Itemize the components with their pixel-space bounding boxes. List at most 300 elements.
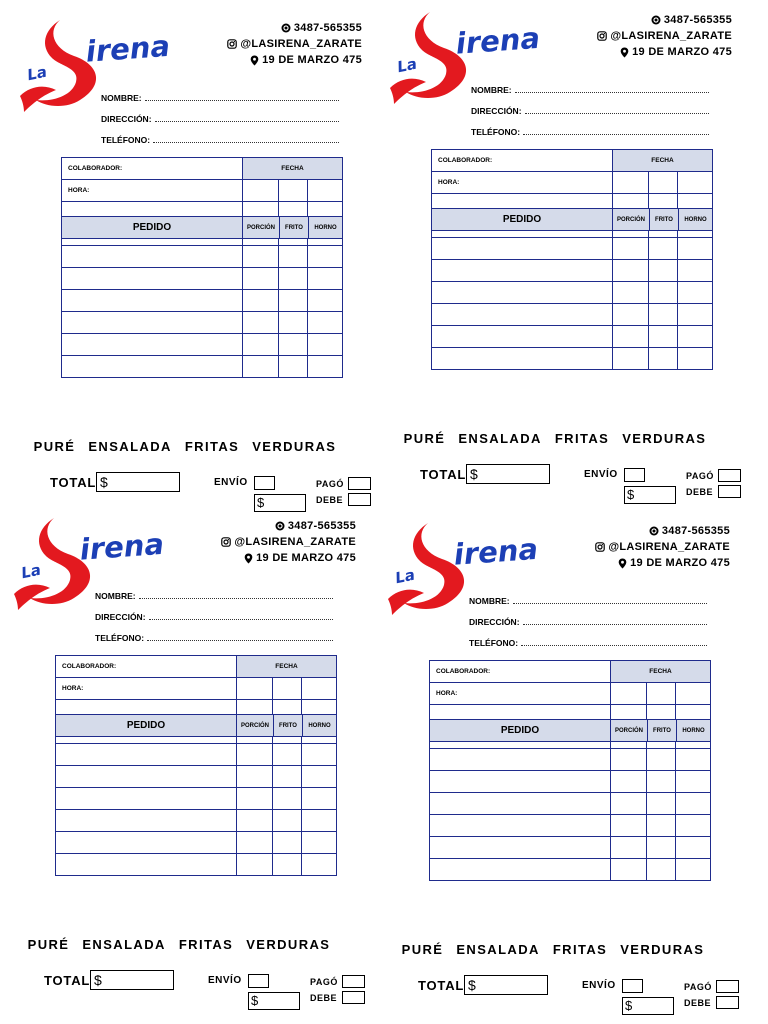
shipping-checkbox[interactable]: [254, 476, 275, 490]
phone-field[interactable]: [101, 124, 341, 145]
total-label: TOTAL: [44, 973, 91, 988]
fried-cell[interactable]: [279, 290, 308, 312]
name-label: NOMBRE:: [101, 93, 142, 103]
side-pure[interactable]: PURÉ: [401, 942, 444, 957]
fried-cell[interactable]: [649, 282, 678, 304]
phone-field[interactable]: [95, 622, 335, 643]
logo-la-text: La: [19, 560, 43, 583]
shipping-label: ENVÍO: [214, 477, 248, 488]
order-row: [432, 348, 713, 370]
order-header: PEDIDO: [430, 720, 611, 742]
logo-la-text: La: [25, 62, 49, 85]
oven-cell[interactable]: [676, 771, 711, 793]
order-row: [432, 304, 713, 326]
portion-header: PORCIÓN: [611, 720, 648, 742]
fried-cell[interactable]: [279, 356, 308, 378]
oven-cell[interactable]: [302, 788, 337, 810]
phone-label: TELÉFONO:: [471, 127, 521, 137]
oven-cell[interactable]: [678, 304, 713, 326]
fried-cell[interactable]: [273, 744, 302, 766]
name-line: [515, 92, 709, 93]
order-item-cell[interactable]: [430, 859, 611, 881]
fried-header: FRITO: [650, 209, 679, 231]
contact-phone: [221, 518, 356, 534]
order-item-cell[interactable]: [56, 810, 237, 832]
order-table: [431, 208, 713, 231]
fried-cell[interactable]: [647, 815, 676, 837]
side-salad[interactable]: ENSALADA: [456, 942, 540, 957]
order-ticket-4: [368, 511, 738, 1011]
oven-cell[interactable]: [302, 854, 337, 876]
total-input[interactable]: $: [464, 975, 548, 995]
address-text: 19 DE MARZO 475: [256, 552, 356, 564]
logo-sirena-text: irena: [452, 531, 539, 572]
total-input[interactable]: $: [466, 464, 550, 484]
fried-cell[interactable]: [649, 326, 678, 348]
phone-line: [153, 142, 339, 143]
fried-cell[interactable]: [649, 348, 678, 370]
order-row: [62, 312, 343, 334]
fried-header: FRITO: [648, 720, 677, 742]
owes-checkbox[interactable]: [342, 991, 365, 1004]
order-header: PEDIDO: [432, 209, 613, 231]
shipping-checkbox[interactable]: [622, 979, 643, 993]
side-pure[interactable]: PURÉ: [33, 439, 76, 454]
order-row: [56, 854, 337, 876]
portion-cell[interactable]: [243, 268, 279, 290]
collaborator-table: [429, 660, 711, 881]
contact-address: [221, 550, 356, 566]
order-header: PEDIDO: [62, 217, 243, 239]
portion-cell[interactable]: [611, 859, 647, 881]
contact-instagram: [597, 28, 732, 44]
order-item-cell[interactable]: [62, 246, 243, 268]
whatsapp-icon: [649, 526, 659, 536]
portion-cell[interactable]: [611, 771, 647, 793]
portion-cell[interactable]: [237, 766, 273, 788]
side-vegetables[interactable]: VERDURAS: [252, 439, 337, 454]
shipping-amount-input[interactable]: $: [622, 997, 674, 1015]
order-item-cell[interactable]: [430, 771, 611, 793]
portion-cell[interactable]: [243, 246, 279, 268]
side-salad[interactable]: ENSALADA: [88, 439, 172, 454]
order-item-cell[interactable]: [62, 334, 243, 356]
address-text: 19 DE MARZO 475: [630, 557, 730, 569]
phone-line: [147, 640, 333, 641]
shipping-amount-input[interactable]: $: [624, 486, 676, 504]
logo-sirena-text: irena: [78, 526, 165, 567]
oven-cell[interactable]: [678, 238, 713, 260]
order-row: [56, 788, 337, 810]
logo-la-text: La: [395, 54, 419, 77]
contact-phone: [595, 523, 730, 539]
order-item-cell[interactable]: [430, 749, 611, 771]
date-month-cell[interactable]: [647, 683, 676, 705]
collaborator-table: [431, 149, 713, 370]
order-row: [56, 810, 337, 832]
side-options: [370, 431, 740, 446]
portion-cell[interactable]: [237, 832, 273, 854]
order-item-cell[interactable]: [56, 744, 237, 766]
date-month-cell[interactable]: [649, 172, 678, 194]
oven-cell[interactable]: [308, 334, 343, 356]
portion-cell[interactable]: [611, 815, 647, 837]
oven-cell[interactable]: [308, 290, 343, 312]
order-header: PEDIDO: [56, 715, 237, 737]
time-label: HORA:: [430, 683, 611, 705]
portion-cell[interactable]: [613, 304, 649, 326]
customer-fields: [101, 82, 341, 145]
side-options: [368, 942, 738, 957]
fried-header: FRITO: [280, 217, 309, 239]
address-label: DIRECCIÓN:: [101, 114, 152, 124]
oven-cell[interactable]: [302, 832, 337, 854]
portion-cell[interactable]: [243, 356, 279, 378]
side-fries[interactable]: FRITAS: [178, 937, 234, 952]
contact-info: [595, 523, 730, 571]
whatsapp-icon: [651, 15, 661, 25]
date-year-cell[interactable]: [676, 683, 711, 705]
fried-cell[interactable]: [273, 766, 302, 788]
date-header: FECHA: [237, 656, 337, 678]
address-text: 19 DE MARZO 475: [632, 46, 732, 58]
order-table: [55, 714, 337, 737]
name-line: [139, 598, 333, 599]
contact-address: [595, 555, 730, 571]
portion-cell[interactable]: [611, 837, 647, 859]
owes-label: DEBE: [684, 998, 712, 1008]
fried-cell[interactable]: [279, 246, 308, 268]
address-label: DIRECCIÓN:: [471, 106, 522, 116]
date-header: FECHA: [611, 661, 711, 683]
portion-cell[interactable]: [237, 788, 273, 810]
instagram-text: @LASIRENA_ZARATE: [240, 38, 362, 50]
side-fries[interactable]: FRITAS: [552, 942, 608, 957]
oven-cell[interactable]: [302, 766, 337, 788]
fried-cell[interactable]: [649, 304, 678, 326]
side-vegetables[interactable]: VERDURAS: [246, 937, 331, 952]
address-field[interactable]: [95, 601, 335, 622]
owes-checkbox[interactable]: [348, 493, 371, 506]
logo-sirena-text: irena: [84, 28, 171, 69]
portion-cell[interactable]: [613, 326, 649, 348]
paid-checkbox[interactable]: [718, 469, 741, 482]
order-row: [430, 859, 711, 881]
owes-checkbox[interactable]: [716, 996, 739, 1009]
portion-cell[interactable]: [243, 334, 279, 356]
oven-cell[interactable]: [308, 312, 343, 334]
portion-cell[interactable]: [611, 793, 647, 815]
total-label: TOTAL: [420, 467, 467, 482]
owes-label: DEBE: [686, 487, 714, 497]
contact-instagram: [595, 539, 730, 555]
fried-cell[interactable]: [279, 268, 308, 290]
portion-cell[interactable]: [613, 260, 649, 282]
total-input[interactable]: $: [96, 472, 180, 492]
side-vegetables[interactable]: VERDURAS: [622, 431, 707, 446]
date-month-cell[interactable]: [279, 180, 308, 202]
order-row: [56, 744, 337, 766]
name-label: NOMBRE:: [469, 596, 510, 606]
date-day-cell[interactable]: [611, 683, 647, 705]
paid-label: PAGÓ: [686, 471, 714, 481]
collaborator-table: [55, 655, 337, 876]
order-row: [432, 260, 713, 282]
date-day-cell[interactable]: [243, 180, 279, 202]
address-label: DIRECCIÓN:: [95, 612, 146, 622]
order-item-cell[interactable]: [432, 326, 613, 348]
shipping-label: ENVÍO: [582, 980, 616, 991]
name-field[interactable]: [471, 74, 711, 95]
order-row: [62, 356, 343, 378]
oven-cell[interactable]: [676, 749, 711, 771]
fried-cell[interactable]: [649, 238, 678, 260]
order-item-cell[interactable]: [432, 238, 613, 260]
side-fries[interactable]: FRITAS: [184, 439, 240, 454]
phone-text: 3487-565355: [663, 14, 732, 26]
contact-info: [227, 20, 362, 68]
contact-instagram: [227, 36, 362, 52]
order-row: [432, 326, 713, 348]
fried-cell[interactable]: [647, 859, 676, 881]
instagram-icon: [597, 31, 607, 41]
order-table: [61, 216, 343, 239]
side-options: [0, 439, 370, 454]
oven-cell[interactable]: [676, 793, 711, 815]
order-item-cell[interactable]: [430, 793, 611, 815]
collaborator-label: COLABORADOR:: [56, 656, 237, 678]
owes-checkbox[interactable]: [718, 485, 741, 498]
order-row: [430, 793, 711, 815]
side-vegetables[interactable]: VERDURAS: [620, 942, 705, 957]
customer-fields: [95, 580, 335, 643]
order-row: [432, 238, 713, 260]
side-pure[interactable]: PURÉ: [403, 431, 446, 446]
oven-cell[interactable]: [678, 260, 713, 282]
name-label: NOMBRE:: [95, 591, 136, 601]
mermaid-fin-shape: [20, 87, 56, 112]
oven-cell[interactable]: [302, 810, 337, 832]
oven-cell[interactable]: [678, 348, 713, 370]
order-item-cell[interactable]: [62, 356, 243, 378]
portion-cell[interactable]: [237, 744, 273, 766]
contact-phone: [227, 20, 362, 36]
date-day-cell[interactable]: [613, 172, 649, 194]
phone-text: 3487-565355: [293, 22, 362, 34]
date-day-cell[interactable]: [237, 678, 273, 700]
collaborator-label: COLABORADOR:: [62, 158, 243, 180]
paid-checkbox[interactable]: [348, 477, 371, 490]
mermaid-fin-shape: [390, 79, 426, 104]
oven-cell[interactable]: [308, 246, 343, 268]
order-item-cell[interactable]: [56, 766, 237, 788]
address-line: [155, 121, 339, 122]
portion-cell[interactable]: [237, 854, 273, 876]
total-input[interactable]: $: [90, 970, 174, 990]
name-field[interactable]: [469, 585, 709, 606]
oven-cell[interactable]: [678, 282, 713, 304]
collaborator-table: [61, 157, 343, 378]
order-row: [56, 766, 337, 788]
instagram-text: @LASIRENA_ZARATE: [610, 30, 732, 42]
portion-cell[interactable]: [243, 290, 279, 312]
fried-cell[interactable]: [273, 832, 302, 854]
fried-cell[interactable]: [273, 810, 302, 832]
order-item-cell[interactable]: [430, 837, 611, 859]
order-row: [430, 837, 711, 859]
date-header: FECHA: [243, 158, 343, 180]
address-line: [149, 619, 333, 620]
phone-field[interactable]: [471, 116, 711, 137]
address-text: 19 DE MARZO 475: [262, 54, 362, 66]
contact-phone: [597, 12, 732, 28]
order-item-cell[interactable]: [432, 282, 613, 304]
portion-header: PORCIÓN: [237, 715, 274, 737]
portion-cell[interactable]: [243, 312, 279, 334]
order-item-cell[interactable]: [430, 815, 611, 837]
shipping-label: ENVÍO: [208, 975, 242, 986]
order-item-cell[interactable]: [62, 312, 243, 334]
oven-header: HORNO: [679, 209, 713, 231]
order-item-cell[interactable]: [56, 832, 237, 854]
oven-header: HORNO: [677, 720, 711, 742]
fried-cell[interactable]: [647, 749, 676, 771]
order-item-cell[interactable]: [432, 260, 613, 282]
order-item-cell[interactable]: [432, 304, 613, 326]
address-line: [523, 624, 707, 625]
name-field[interactable]: [95, 580, 335, 601]
instagram-icon: [221, 537, 231, 547]
fried-cell[interactable]: [647, 837, 676, 859]
oven-cell[interactable]: [308, 268, 343, 290]
total-label: TOTAL: [50, 475, 97, 490]
location-pin-icon: [250, 55, 259, 66]
order-row: [430, 749, 711, 771]
portion-cell[interactable]: [613, 238, 649, 260]
shipping-checkbox[interactable]: [248, 974, 269, 988]
oven-cell[interactable]: [302, 744, 337, 766]
shipping-label: ENVÍO: [584, 469, 618, 480]
oven-cell[interactable]: [676, 859, 711, 881]
collaborator-label: COLABORADOR:: [432, 150, 613, 172]
phone-label: TELÉFONO:: [95, 633, 145, 643]
portion-cell[interactable]: [611, 749, 647, 771]
location-pin-icon: [244, 553, 253, 564]
paid-label: PAGÓ: [310, 977, 338, 987]
contact-info: [597, 12, 732, 60]
side-fries[interactable]: FRITAS: [554, 431, 610, 446]
paid-label: PAGÓ: [684, 982, 712, 992]
date-month-cell[interactable]: [273, 678, 302, 700]
phone-line: [523, 134, 709, 135]
total-label: TOTAL: [418, 978, 465, 993]
instagram-icon: [595, 542, 605, 552]
portion-header: PORCIÓN: [613, 209, 650, 231]
side-salad[interactable]: ENSALADA: [82, 937, 166, 952]
oven-cell[interactable]: [308, 356, 343, 378]
fried-header: FRITO: [274, 715, 303, 737]
name-label: NOMBRE:: [471, 85, 512, 95]
shipping-checkbox[interactable]: [624, 468, 645, 482]
phone-text: 3487-565355: [661, 525, 730, 537]
fried-cell[interactable]: [647, 793, 676, 815]
order-item-cell[interactable]: [56, 788, 237, 810]
order-item-cell[interactable]: [56, 854, 237, 876]
date-year-cell[interactable]: [308, 180, 343, 202]
address-field[interactable]: [469, 606, 709, 627]
contact-address: [227, 52, 362, 68]
order-item-cell[interactable]: [62, 290, 243, 312]
side-salad[interactable]: ENSALADA: [458, 431, 542, 446]
location-pin-icon: [618, 558, 627, 569]
order-item-cell[interactable]: [432, 348, 613, 370]
time-label: HORA:: [56, 678, 237, 700]
order-ticket-2: [370, 0, 740, 500]
shipping-amount-input[interactable]: $: [254, 494, 306, 512]
order-table: [429, 719, 711, 742]
logo-la-text: La: [393, 565, 417, 588]
order-row: [62, 290, 343, 312]
customer-fields: [471, 74, 711, 137]
oven-cell[interactable]: [676, 837, 711, 859]
portion-cell[interactable]: [613, 282, 649, 304]
collaborator-label: COLABORADOR:: [430, 661, 611, 683]
order-item-cell[interactable]: [62, 268, 243, 290]
address-field[interactable]: [471, 95, 711, 116]
contact-address: [597, 44, 732, 60]
name-line: [145, 100, 339, 101]
fried-cell[interactable]: [273, 788, 302, 810]
phone-field[interactable]: [469, 627, 709, 648]
shipping-amount-input[interactable]: $: [248, 992, 300, 1010]
order-row: [62, 246, 343, 268]
phone-line: [521, 645, 707, 646]
order-ticket-1: [0, 8, 370, 508]
whatsapp-icon: [275, 521, 285, 531]
time-label: HORA:: [62, 180, 243, 202]
oven-cell[interactable]: [678, 326, 713, 348]
mermaid-fin-shape: [388, 590, 424, 615]
instagram-text: @LASIRENA_ZARATE: [234, 536, 356, 548]
portion-cell[interactable]: [237, 810, 273, 832]
time-label: HORA:: [432, 172, 613, 194]
paid-checkbox[interactable]: [716, 980, 739, 993]
date-year-cell[interactable]: [302, 678, 337, 700]
portion-cell[interactable]: [613, 348, 649, 370]
fried-cell[interactable]: [647, 771, 676, 793]
name-field[interactable]: [101, 82, 341, 103]
date-year-cell[interactable]: [678, 172, 713, 194]
oven-cell[interactable]: [676, 815, 711, 837]
mermaid-fin-shape: [14, 585, 50, 610]
paid-checkbox[interactable]: [342, 975, 365, 988]
address-field[interactable]: [101, 103, 341, 124]
fried-cell[interactable]: [649, 260, 678, 282]
address-line: [525, 113, 709, 114]
contact-info: [221, 518, 356, 566]
order-row: [62, 334, 343, 356]
logo-sirena-text: irena: [454, 20, 541, 61]
fried-cell[interactable]: [279, 334, 308, 356]
fried-cell[interactable]: [279, 312, 308, 334]
phone-text: 3487-565355: [287, 520, 356, 532]
owes-label: DEBE: [310, 993, 338, 1003]
date-header: FECHA: [613, 150, 713, 172]
order-row: [432, 282, 713, 304]
instagram-icon: [227, 39, 237, 49]
fried-cell[interactable]: [273, 854, 302, 876]
side-pure[interactable]: PURÉ: [27, 937, 70, 952]
